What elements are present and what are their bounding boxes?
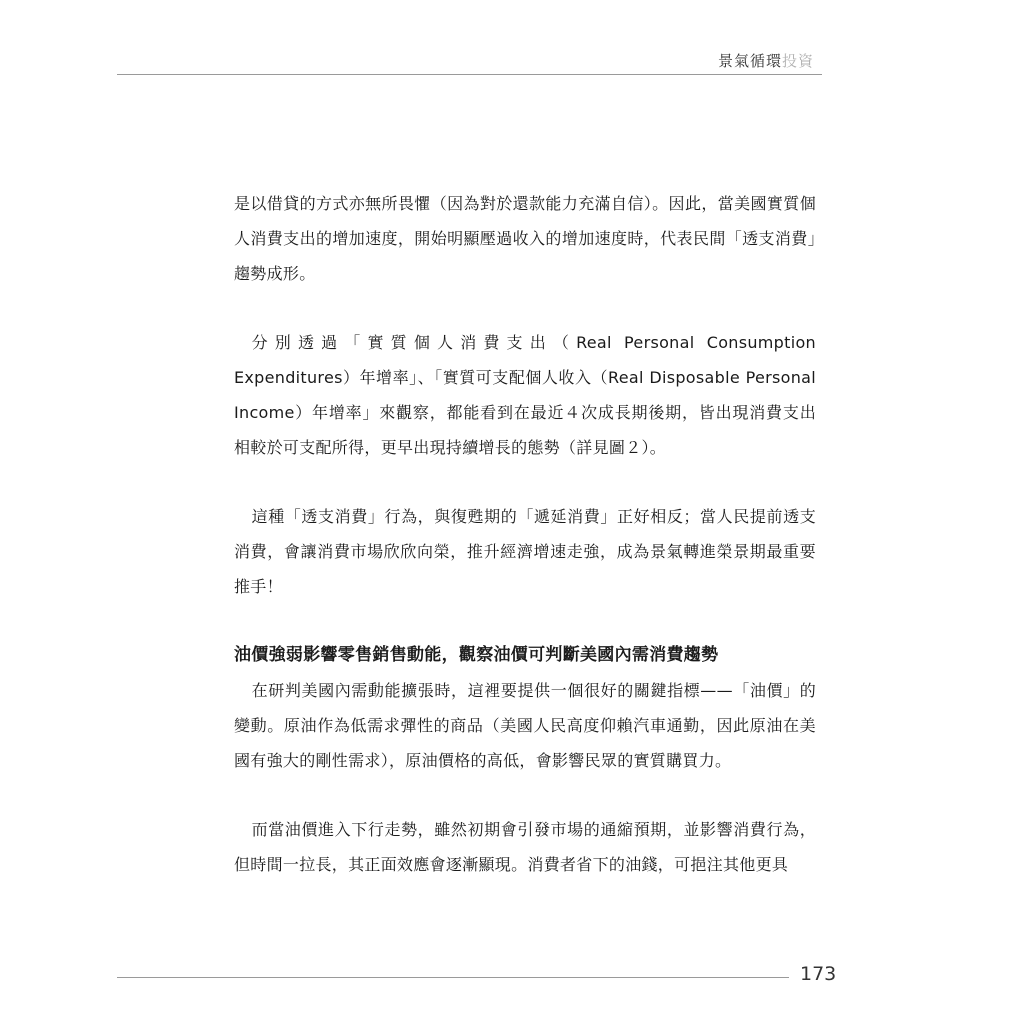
- paragraph-spacer: [234, 778, 816, 812]
- paragraph-spacer: [234, 291, 816, 325]
- running-header-accent: 投資: [781, 52, 814, 70]
- footer-rule: [117, 977, 789, 978]
- paragraph-2: 分別透過「實質個人消費支出（Real Personal Consumption Expenditures）年增率」、「實質可支配個人收入（Real Disposable Personal Income）年增率」來觀察，都能看到在最近４次成長期後期，皆出現消費支出相較於可支配所得，更早出現持續增長的態勢（詳見圖２）。: [234, 333, 816, 457]
- paragraph-4: 在研判美國內需動能擴張時，這裡要提供一個很好的關鍵指標——「油價」的變動。原油作為低需求彈性的商品（美國人民高度仰賴汽車通勤，因此原油在美國有強大的剛性需求），原油價格的高低，會影響民眾的實質購買力。: [234, 681, 816, 770]
- page-number: 173: [800, 963, 837, 985]
- section-heading: 油價強弱影響零售銷售動能，觀察油價可判斷美國內需消費趨勢: [234, 645, 719, 665]
- running-header-title: 景氣循環: [717, 52, 782, 70]
- running-header: [718, 50, 814, 71]
- header-rule: [117, 74, 822, 75]
- paragraph-5: 而當油價進入下行走勢，雖然初期會引發市場的通縮預期，並影響消費行為，但時間一拉長，其正面效應會逐漸顯現。消費者省下的油錢，可挹注其他更具: [234, 820, 816, 874]
- paragraph-spacer: [234, 604, 816, 638]
- paragraph-1: 是以借貸的方式亦無所畏懼（因為對於還款能力充滿自信）。因此，當美國實質個人消費支出的增加速度，開始明顯壓過收入的增加速度時，代表民間「透支消費」趨勢成形。: [234, 194, 816, 283]
- page-body: [234, 186, 816, 882]
- paragraph-spacer: [234, 465, 816, 499]
- paragraph-3: 這種「透支消費」行為，與復甦期的「遞延消費」正好相反；當人民提前透支消費，會讓消費市場欣欣向榮，推升經濟增速走強，成為景氣轉進榮景期最重要推手！: [234, 507, 816, 596]
